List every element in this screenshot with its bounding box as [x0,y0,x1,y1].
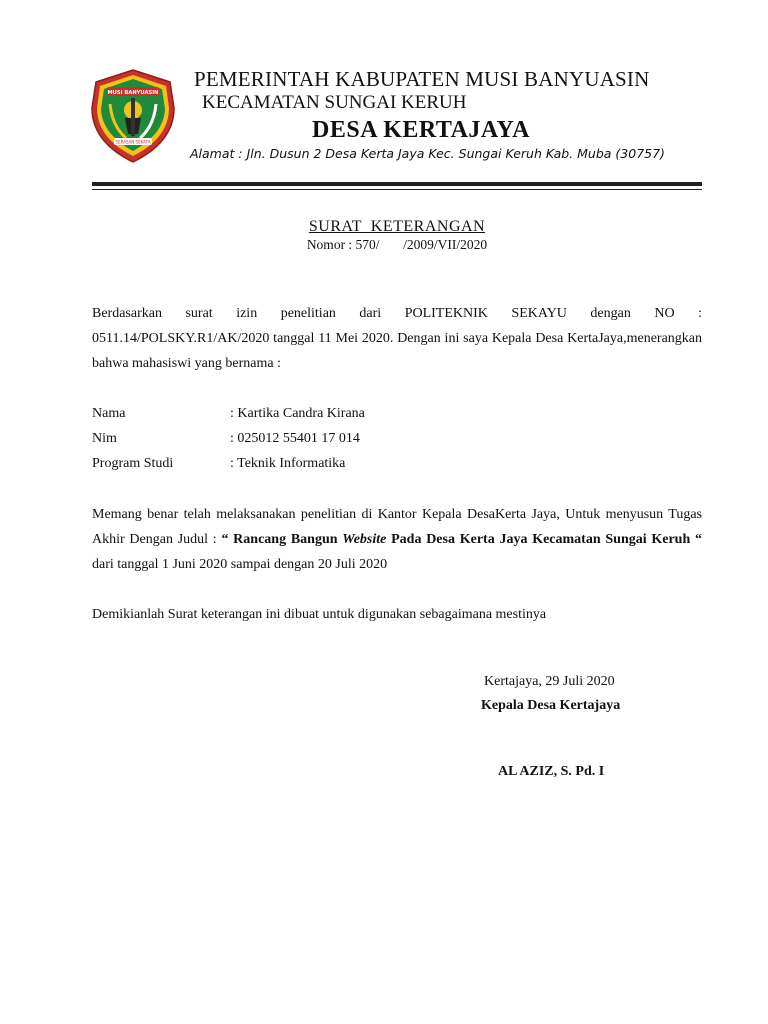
signature-role: Kepala Desa Kertajaya [481,698,621,713]
letterhead-address: Alamat : Jln. Dusun 2 Desa Kerta Jaya Kec. Sungai Keruh Kab. Muba (30757) [190,146,665,161]
field-row-nim [92,426,365,451]
letterhead-divider-thick [92,182,702,186]
field-value: : 025012 55401 17 014 [230,431,360,446]
emblem-top-text: MUSI BANYUASIN [107,90,159,96]
letterhead-village: DESA KERTAJAYA [312,117,531,143]
letterhead-government: PEMERINTAH KABUPATEN MUSI BANYUASIN [194,67,650,91]
research-intro: Memang benar telah melaksanakan penelitian di Kantor Kepala DesaKerta Jaya, Untuk menyusun Tugas Akhir Dengan Judul : [92,507,702,547]
field-label: Nim [92,431,117,446]
paragraph-closing: Demikianlah Surat keterangan ini dibuat untuk digunakan sebagaimana mestinya [92,607,547,622]
research-period: dari tanggal 1 Juni 2020 sampai dengan 20 Juli 2020 [92,557,388,572]
field-value: : Teknik Informatika [230,456,346,471]
field-row-nama [92,401,365,426]
paragraph-intro: Berdasarkan surat izin penelitian dari POLITEKNIK SEKAYU dengan NO : 0511.14/POLSKY.R1/AK/2020 tanggal 11 Mei 2020. Dengan ini saya Kepala Desa KertaJaya,menerangkan bahwa mahasiswi yang bernama : [92,306,702,371]
student-fields [92,401,365,476]
field-value: : Kartika Candra Kirana [230,406,365,421]
thesis-title-italic: Website [342,532,387,547]
field-label: Program Studi [92,456,174,471]
field-label: Nama [92,406,126,421]
field-row-program-studi [92,451,365,476]
signature-place-date: Kertajaya, 29 Juli 2020 [484,674,615,689]
letter-number: Nomor : 570/ /2009/VII/2020 [306,237,488,252]
thesis-title-open: “ Rancang Bangun [221,532,343,547]
thesis-title-rest: Pada Desa Kerta Jaya Kecamatan Sungai Keruh “ [386,532,703,547]
paragraph-research [92,502,702,577]
signature-name: AL AZIZ, S. Pd. I [498,764,605,779]
letterhead-district: KECAMATAN SUNGAI KERUH [202,92,467,113]
musi-banyuasin-emblem-icon [90,68,176,164]
letter-title: SURAT KETERANGAN [308,218,486,235]
emblem-bottom-text: SERASAN SEKATA [115,139,151,145]
letterhead-divider-thin [92,189,702,190]
